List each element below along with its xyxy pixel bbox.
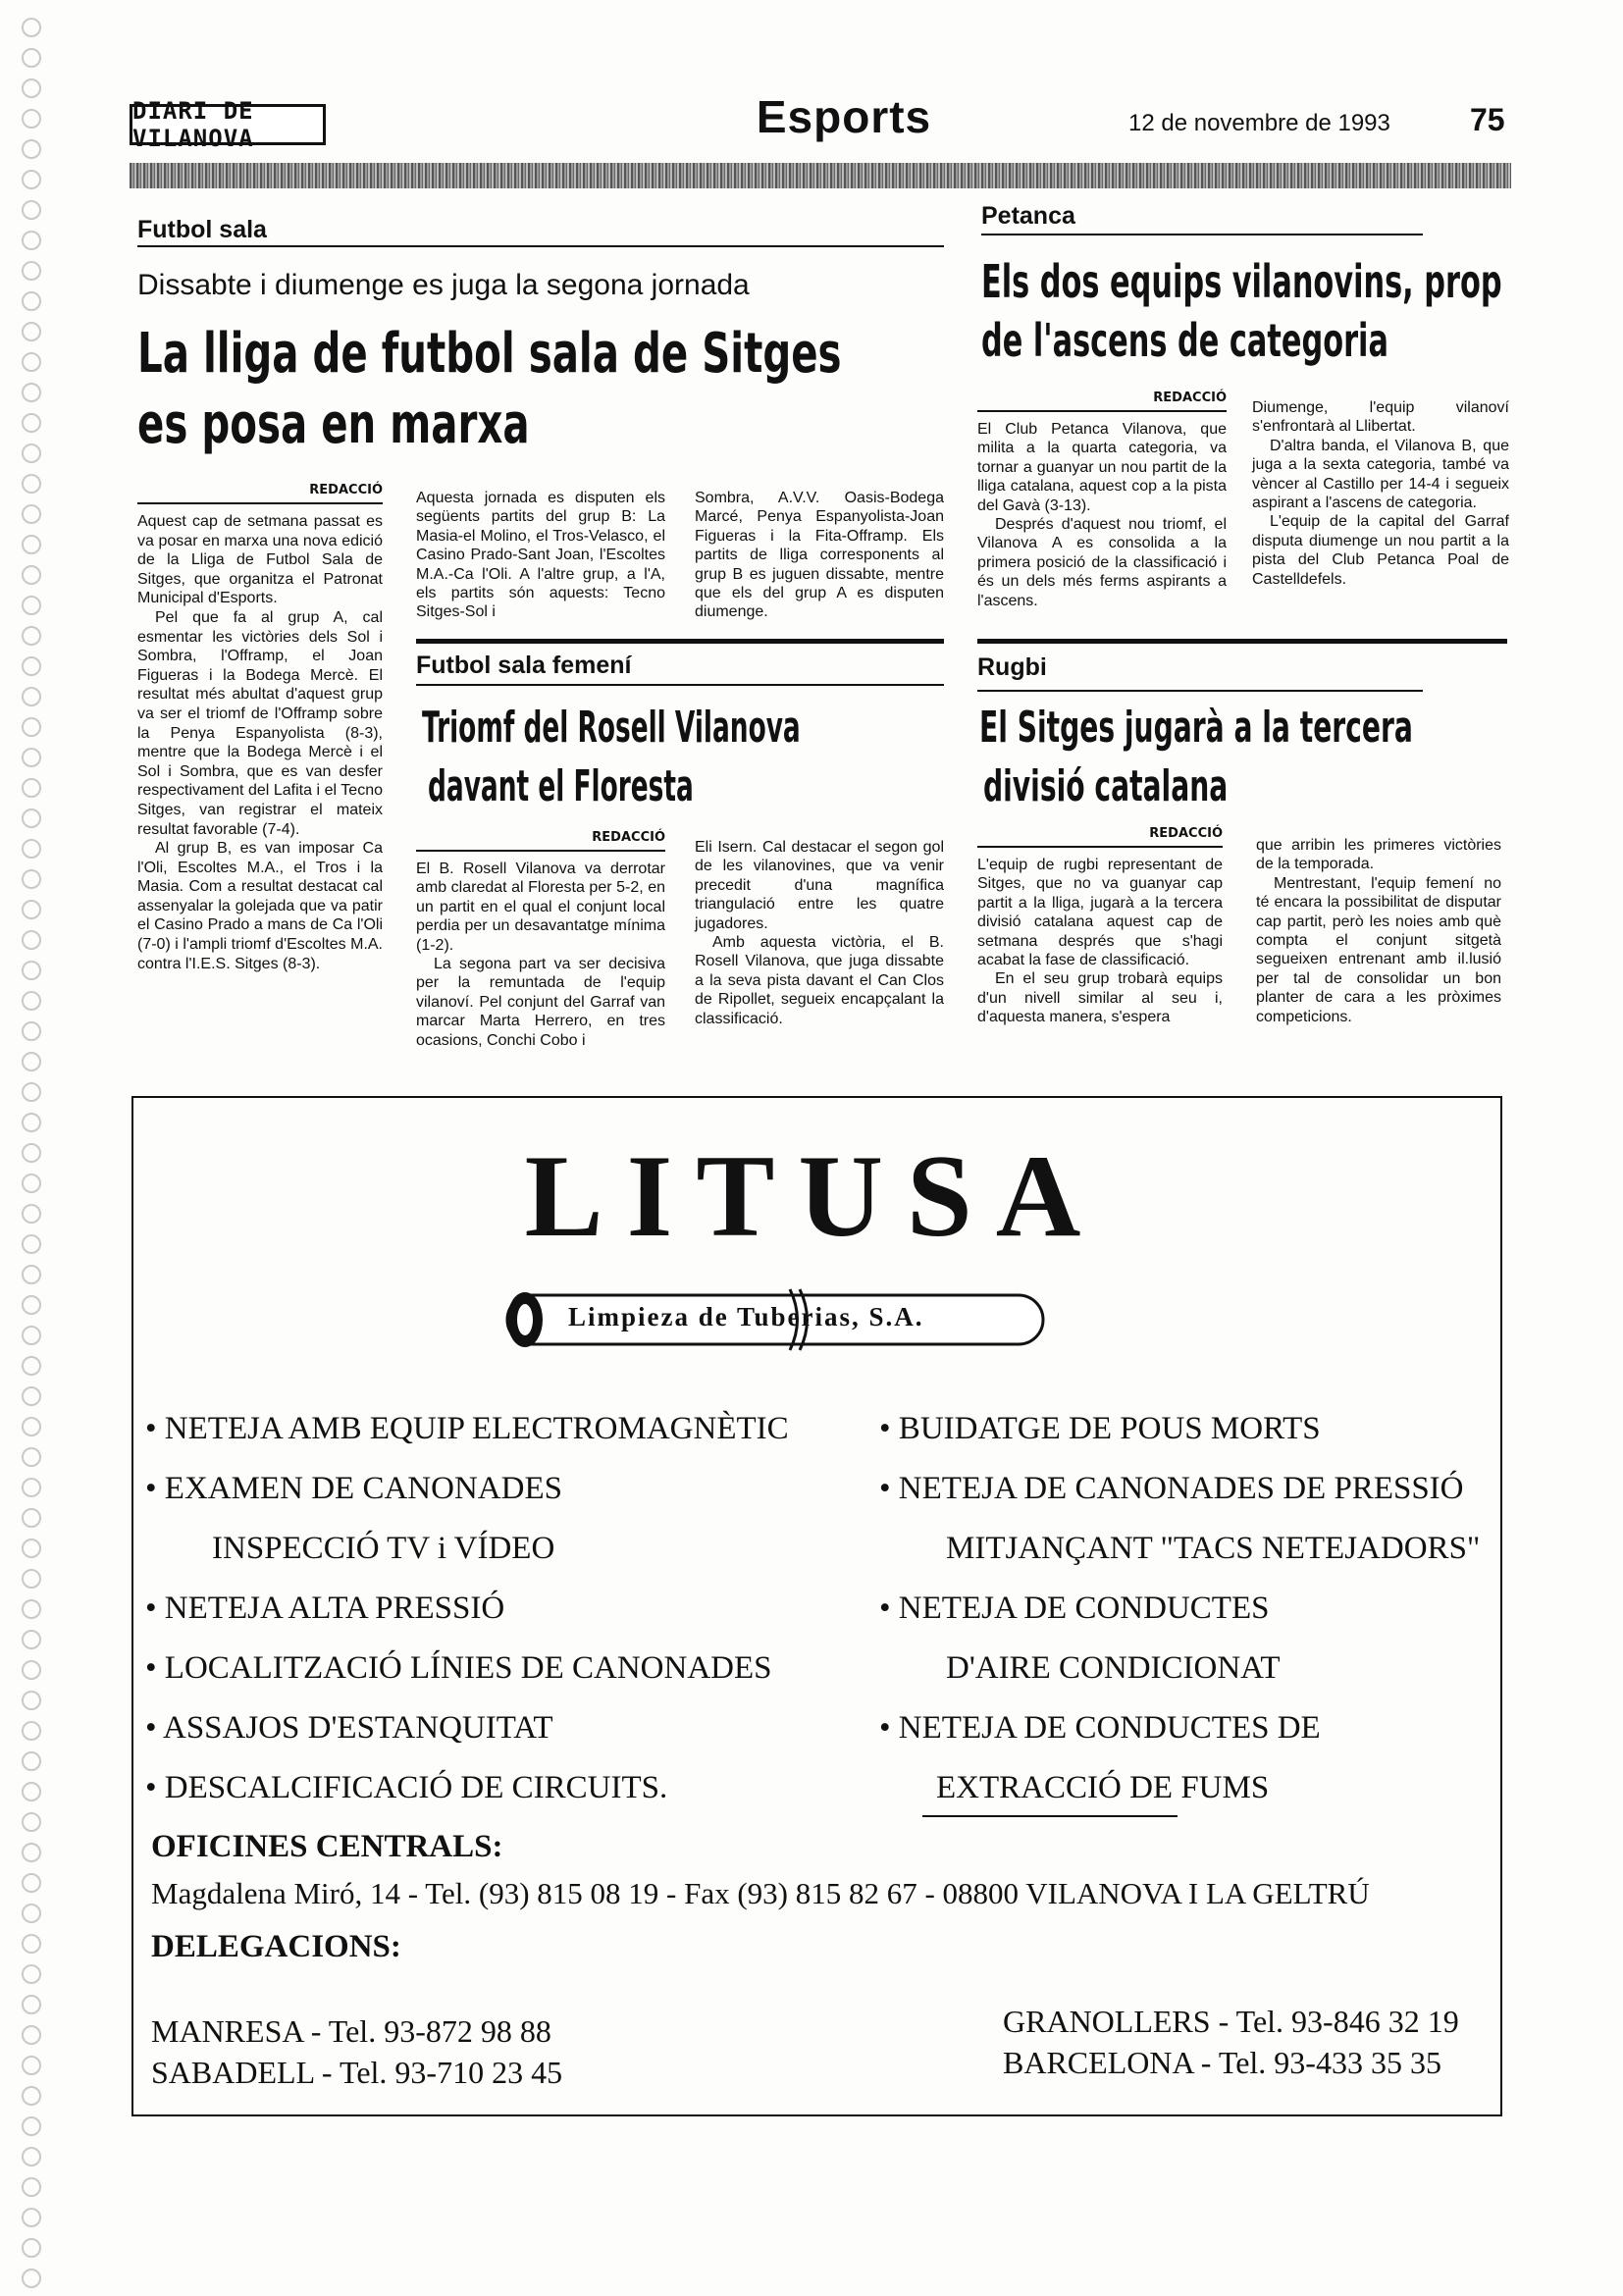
- binder-hole: [22, 565, 41, 585]
- offices-address: Magdalena Miró, 14 - Tel. (93) 815 08 19 - Fax (93) 815 82 67 - 08800 VILANOVA I LA GELTRÚ: [151, 1876, 1370, 1910]
- binder-hole: [22, 869, 41, 889]
- binder-hole: [22, 1386, 41, 1406]
- divider: [977, 846, 1223, 848]
- binder-hole: [22, 1174, 41, 1193]
- kicker-futbol-sala: Futbol sala: [137, 216, 267, 243]
- binder-hole: [22, 1326, 41, 1345]
- binder-hole: [22, 839, 41, 859]
- binder-hole: [22, 778, 41, 798]
- headline-femeni-line1: Triomf del Rosell Vilanova: [422, 703, 801, 753]
- paragraph: El B. Rosell Vilanova va derrotar amb claredat al Floresta per 5-2, en un partit en el qual el conjunt local perdia per un desavantatge mínima (1-2).: [416, 861, 665, 954]
- binder-hole: [22, 474, 41, 494]
- binder-hole: [22, 2025, 41, 2045]
- binder-hole: [22, 1995, 41, 2014]
- section-title: Esports: [756, 91, 932, 142]
- delegation-manresa: MANRESA - Tel. 93-872 98 88: [151, 2013, 551, 2049]
- binder-hole: [22, 961, 41, 980]
- paragraph: Mentrestant, l'equip femení no té encara la possibilitat de disputar cap partit, però les noies amb què compta el conjunt sitgetà segueixen entrenant amb il.lusió per tal de consolidar un bon planter de cara a les pròximes competicions.: [1256, 874, 1501, 1025]
- divider: [922, 1815, 1178, 1817]
- binder-hole: [22, 1599, 41, 1619]
- offices-label: OFICINES CENTRALS:: [151, 1829, 503, 1864]
- binder-hole: [22, 1660, 41, 1680]
- binder-hole: [22, 1934, 41, 1954]
- page-number: 75: [1470, 102, 1505, 137]
- binder-hole: [22, 687, 41, 706]
- article-column: [977, 420, 1227, 610]
- paragraph: Aquest cap de setmana passat es va posar en marxa una nova edició de la Lliga de Futbol Sala de Sitges, que organitza el Patronat Municipal d'Esports.: [137, 513, 383, 607]
- binder-hole: [22, 1904, 41, 1923]
- binder-hole: [22, 2269, 41, 2288]
- deck-futbol-sala: Dissabte i diumenge es juga la segona jornada: [137, 269, 750, 301]
- paragraph: El Club Petanca Vilanova, que milita a la quarta categoria, va tornar a guanyar un nou partit de la lliga catalana, aquest cop a la pista del Gavà (3-13).: [977, 421, 1227, 514]
- article-column: [137, 512, 383, 973]
- service-item: MITJANÇANT "TACS NETEJADORS": [946, 1531, 1481, 1566]
- paragraph: Al grup B, es van imposar Ca l'Oli, Escoltes M.A., el Tros i la Masia. Com a resultat destacat cal assenyalar la golejada que va patir el Casino Prado a mans de Ca l'Oli (7-0) i l'ampli triomf d'Escoltes M.A. contra l'I.E.S. Sitges (8-3).: [137, 840, 383, 972]
- article-column: [695, 489, 944, 622]
- ad-company-name: LITUSA: [524, 1130, 1105, 1261]
- paragraph: Pel que fa al grup A, cal esmentar les victòries dels Sol i Sombra, l'Offramp, el Joan Figueras i la Bodega Mercè. El resultat més abultat d'aquest grup va ser el triomf de l'Offramp sobre la Penya Espanyolista (8-3), mentre que la Bodega Mercè i el Sol i Sombra, que es van desfer respectivament del Lafita i el Tecno Sitges, van registrar el mateix resultat favorable (7-4).: [137, 608, 383, 838]
- divider: [977, 410, 1227, 412]
- services-list-right: [879, 1399, 1480, 1818]
- service-item: • ASSAJOS D'ESTANQUITAT: [145, 1710, 553, 1746]
- header-band: [130, 163, 1511, 188]
- binder-hole: [22, 18, 41, 37]
- binder-hole: [22, 1873, 41, 1893]
- article-column: [695, 838, 944, 1028]
- article-column: [1252, 398, 1509, 589]
- binder-hole: [22, 413, 41, 433]
- binder-hole: [22, 78, 41, 98]
- byline-rugbi: REDACCIÓ: [1149, 826, 1223, 841]
- section-separator: [416, 639, 944, 644]
- binder-hole: [22, 1417, 41, 1436]
- binder-hole: [22, 48, 41, 68]
- binder-hole: [22, 809, 41, 828]
- binder-hole: [22, 1295, 41, 1315]
- service-item: D'AIRE CONDICIONAT: [946, 1650, 1281, 1686]
- binder-hole: [22, 2086, 41, 2106]
- headline-rugbi-line1: El Sitges jugarà a la tercera: [979, 703, 1413, 753]
- divider: [981, 234, 1423, 235]
- article-column: [1256, 836, 1501, 1026]
- paragraph: Aquesta jornada es disputen els següents partits del grup B: La Masia-el Molino, el Tros-Velasco, el Casino Prado-Sant Joan, l'Escoltes M.A.-Ca l'Oli. A l'altre grup, a l'A, els partits són aquests: Tecno Sitges-Sol i: [416, 490, 665, 621]
- binder-hole: [22, 1052, 41, 1071]
- binder-hole: [22, 261, 41, 281]
- headline-futbol-sala-line2: es posa en marxa: [137, 392, 530, 456]
- binder-hole: [22, 1782, 41, 1801]
- service-item: • NETEJA DE CONDUCTES DE: [879, 1710, 1321, 1746]
- paragraph: Sombra, A.V.V. Oasis-Bodega Marcé, Penya Espanyolista-Joan Figueras i la Fita-Offramp. Els partits de lliga corresponents al grup B es juguen dissabte, mentre que els del grup A es disputen diumenge.: [695, 490, 944, 621]
- service-item: • NETEJA DE CONDUCTES: [879, 1591, 1270, 1626]
- binder-holes: [0, 0, 59, 2296]
- binder-hole: [22, 596, 41, 615]
- binder-hole: [22, 383, 41, 402]
- service-item: • NETEJA AMB EQUIP ELECTROMAGNÈTIC: [145, 1411, 789, 1446]
- divider: [137, 245, 944, 247]
- byline-femeni: REDACCIÓ: [592, 830, 665, 845]
- delegations-label: DELEGACIONS:: [151, 1929, 401, 1964]
- binder-hole: [22, 1508, 41, 1528]
- binder-hole: [22, 717, 41, 737]
- binder-hole: [22, 504, 41, 524]
- binder-hole: [22, 1721, 41, 1741]
- binder-hole: [22, 1204, 41, 1224]
- paragraph: Amb aquesta victòria, el B. Rosell Vilanova, que juga dissabte a la seva pista davant el Can Clos de Ripollet, segueix encapçalant la classificació.: [695, 934, 944, 1027]
- issue-date: 12 de novembre de 1993: [1128, 110, 1390, 136]
- divider: [977, 690, 1423, 692]
- binder-hole: [22, 1265, 41, 1284]
- paragraph: Diumenge, l'equip vilanoví s'enfrontarà al Llibertat.: [1252, 399, 1509, 436]
- kicker-petanca: Petanca: [981, 202, 1075, 230]
- binder-hole: [22, 1691, 41, 1710]
- binder-hole: [22, 748, 41, 767]
- paragraph: Després d'aquest nou triomf, el Vilanova A es consolida a la primera posició de la classificació i és un dels més ferms aspirants a l'ascens.: [977, 516, 1227, 609]
- binder-hole: [22, 170, 41, 189]
- binder-hole: [22, 2208, 41, 2227]
- service-item: • LOCALITZACIÓ LÍNIES DE CANONADES: [145, 1650, 772, 1686]
- binder-hole: [22, 291, 41, 311]
- delegation-barcelona: BARCELONA - Tel. 93-433 35 35: [1003, 2045, 1441, 2080]
- binder-hole: [22, 139, 41, 159]
- binder-hole: [22, 444, 41, 463]
- binder-hole: [22, 2238, 41, 2258]
- article-column: [977, 856, 1223, 1027]
- binder-hole: [22, 2147, 41, 2166]
- binder-hole: [22, 1843, 41, 1862]
- paragraph: En el seu grup trobarà equips d'un nivell similar al seu i, d'aquesta manera, s'espera: [977, 970, 1223, 1026]
- paragraph: La segona part va ser decisiva per la remuntada de l'equip vilanoví. Pel conjunt del Garraf van marcar Marta Herrero, en tres ocasions, Conchi Cobo i: [416, 956, 665, 1049]
- binder-hole: [22, 1751, 41, 1771]
- article-column: [416, 860, 665, 1050]
- paragraph: que arribin les primeres victòries de la temporada.: [1256, 837, 1501, 873]
- binder-hole: [22, 1964, 41, 1984]
- headline-futbol-sala-line1: La lliga de futbol sala de Sitges: [137, 322, 842, 386]
- article-column: [416, 489, 665, 622]
- service-item: INSPECCIÓ TV i VÍDEO: [212, 1531, 555, 1566]
- binder-hole: [22, 109, 41, 129]
- headline-petanca-line1: Els dos equips vilanovins, prop: [981, 255, 1502, 308]
- binder-hole: [22, 1021, 41, 1041]
- delegation-granollers: GRANOLLERS - Tel. 93-846 32 19: [1003, 2004, 1459, 2039]
- newspaper-logo: DIARI DE VILANOVA: [130, 104, 326, 145]
- binder-hole: [22, 1569, 41, 1589]
- service-item: • BUIDATGE DE POUS MORTS: [879, 1411, 1321, 1446]
- kicker-futbol-femeni: Futbol sala femení: [416, 652, 632, 679]
- binder-hole: [22, 991, 41, 1011]
- service-item: • NETEJA ALTA PRESSIÓ: [145, 1591, 505, 1626]
- paragraph: D'altra banda, el Vilanova B, que juga a la sexta categoria, també va vèncer al Castillo per 14-4 i segueix aspirant a l'ascens de categoria.: [1252, 437, 1509, 512]
- paragraph: Eli Isern. Cal destacar el segon gol de les vilanovines, que va venir precedit d'una magnífica triangulació entre les quatre jugadores.: [695, 839, 944, 932]
- binder-hole: [22, 1113, 41, 1132]
- binder-hole: [22, 1539, 41, 1558]
- binder-hole: [22, 322, 41, 341]
- binder-hole: [22, 1478, 41, 1497]
- binder-hole: [22, 2177, 41, 2197]
- binder-hole: [22, 656, 41, 676]
- paragraph: L'equip de rugbi representant de Sitges, que no va guanyar cap partit a la lliga, jugarà a la tercera divisió catalana aquest cap de setmana després que s'hagi acabat la fase de classificació.: [977, 857, 1223, 969]
- binder-hole: [22, 2116, 41, 2136]
- headline-femeni-line2: davant el Floresta: [428, 761, 694, 811]
- ad-tagline: Limpieza de Tuberias, S.A.: [568, 1302, 924, 1331]
- binder-hole: [22, 1812, 41, 1832]
- service-item: EXTRACCIÓ DE FUMS: [936, 1770, 1270, 1805]
- binder-hole: [22, 930, 41, 950]
- divider: [137, 502, 383, 504]
- binder-hole: [22, 352, 41, 372]
- binder-hole: [22, 1143, 41, 1163]
- kicker-rugbi: Rugbi: [977, 653, 1047, 681]
- headline-petanca-line2: de l'ascens de categoria: [981, 314, 1388, 367]
- headline-rugbi-line2: divisió catalana: [983, 761, 1229, 811]
- delegation-sabadell: SABADELL - Tel. 93-710 23 45: [151, 2055, 563, 2090]
- section-separator: [977, 639, 1507, 644]
- binder-hole: [22, 200, 41, 220]
- binder-hole: [22, 1356, 41, 1376]
- byline-petanca: REDACCIÓ: [1153, 391, 1227, 405]
- binder-hole: [22, 2056, 41, 2075]
- service-item: • DESCALCIFICACIÓ DE CIRCUITS.: [145, 1770, 668, 1805]
- services-list-left: [145, 1399, 789, 1818]
- binder-hole: [22, 231, 41, 250]
- service-item: • NETEJA DE CANONADES DE PRESSIÓ: [879, 1471, 1464, 1506]
- binder-hole: [22, 1234, 41, 1254]
- paragraph: L'equip de la capital del Garraf disputa diumenge un nou partit a la pista del Club Petanca Poal de Castelldefels.: [1252, 513, 1509, 588]
- binder-hole: [22, 900, 41, 919]
- byline-futbol-sala: REDACCIÓ: [309, 483, 383, 497]
- binder-hole: [22, 535, 41, 554]
- binder-hole: [22, 1082, 41, 1102]
- service-item: • EXAMEN DE CANONADES: [145, 1471, 562, 1506]
- pipe-logo: [496, 1285, 1055, 1354]
- binder-hole: [22, 1447, 41, 1467]
- binder-hole: [22, 626, 41, 646]
- binder-hole: [22, 1630, 41, 1649]
- divider: [416, 684, 944, 686]
- divider: [416, 850, 665, 852]
